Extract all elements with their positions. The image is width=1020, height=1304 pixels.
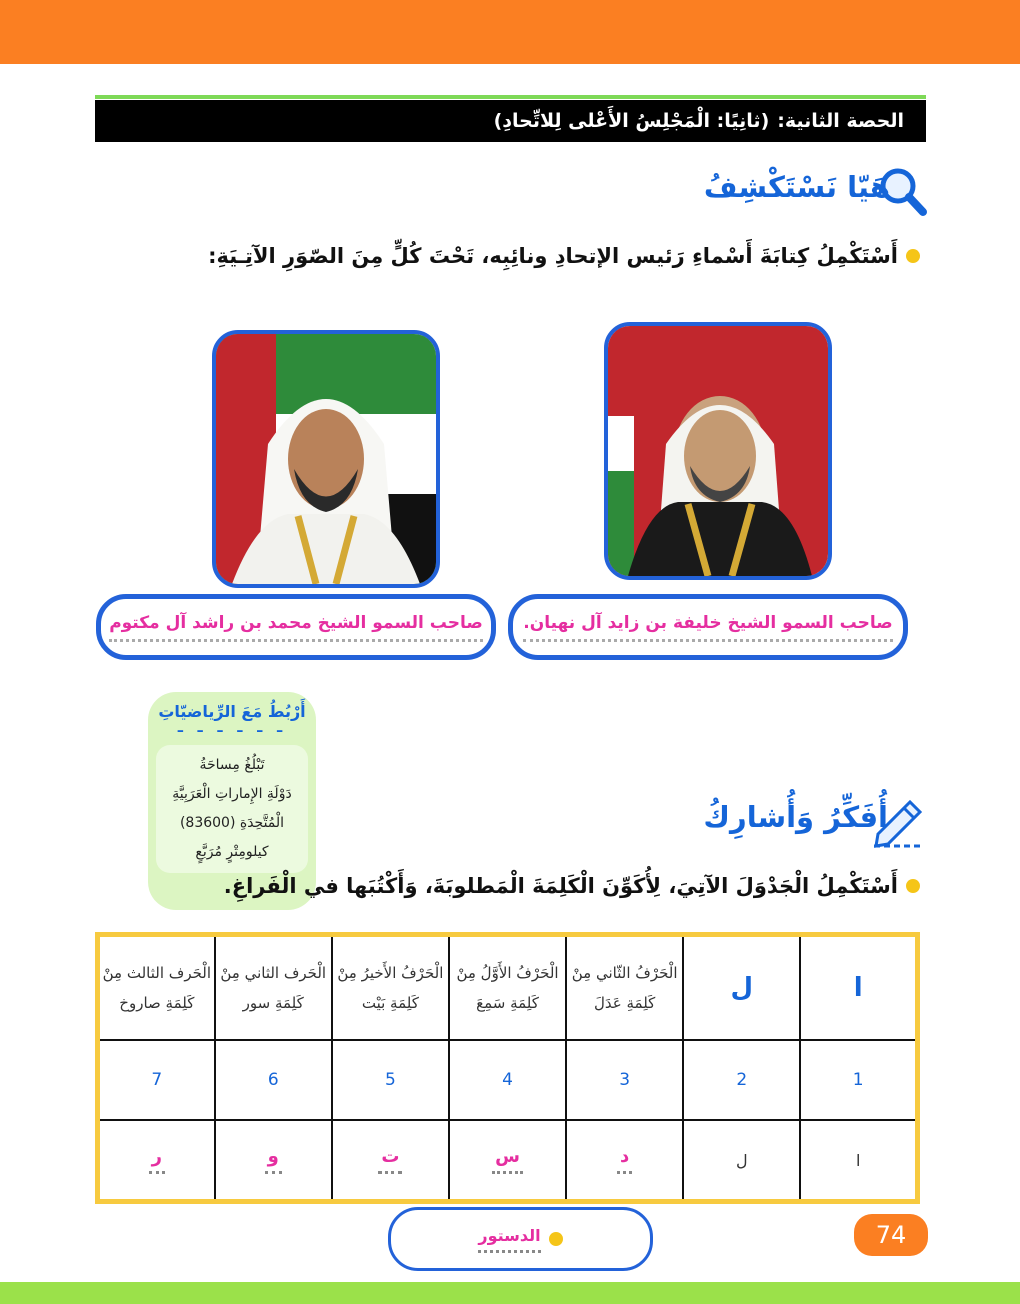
table-row — [98, 935, 918, 1041]
bullet-dot-icon — [906, 879, 920, 893]
answer-letter: ا — [855, 1150, 861, 1170]
answer-letter: س — [492, 1146, 523, 1174]
portrait-khalifa — [604, 322, 832, 580]
answer-letter: ت — [378, 1146, 402, 1174]
explore-title: هَيّا نَسْتَكْشِفُ — [703, 170, 890, 204]
answer-word: الدستور — [478, 1226, 540, 1253]
table-answer-cell — [800, 1120, 917, 1202]
answer-letter: د — [617, 1146, 632, 1174]
caption-khalifa: صاحب السمو الشيخ خليفة بن زايد آل نهيان. — [523, 613, 892, 642]
table-number-cell: 2 — [683, 1040, 800, 1120]
table-row — [98, 1120, 918, 1202]
header-green-rule — [95, 95, 926, 99]
table-answer-cell — [566, 1120, 683, 1202]
table-number-cell: 4 — [449, 1040, 566, 1120]
table-answer-cell — [332, 1120, 449, 1202]
table-row — [98, 1040, 918, 1120]
table-header-cell: الْحَرْفُ الأَوَّلُ مِنْ كَلِمَةِ سَمِعَ — [449, 935, 566, 1041]
math-link-content — [156, 745, 308, 873]
table-header-cell: الْحَرْفُ الثّاني مِنْ كَلِمَةِ عَدَلَ — [566, 935, 683, 1041]
table-number-cell: 5 — [332, 1040, 449, 1120]
lesson-prefix: الحصة الثانية: — [777, 110, 904, 132]
caption-box-mohammed — [96, 594, 496, 660]
table-header-cell: الْحَرف الثاني مِنْ كَلِمَةِ سور — [215, 935, 332, 1041]
table-header-cell: الْحَرْفُ الأَخيرُ مِنْ كَلِمَةِ بَيْت — [332, 935, 449, 1041]
table-answer-cell — [449, 1120, 566, 1202]
lesson-topic: (ثانِيًا: الْمَجْلِسُ الأَعْلى لِلاتِّحادِ) — [493, 110, 770, 132]
top-orange-band — [0, 0, 1020, 64]
page-number: 74 — [854, 1214, 928, 1256]
table-header-cell: ل — [683, 935, 800, 1041]
table-number-cell: 6 — [215, 1040, 332, 1120]
answer-letter: ر — [149, 1146, 165, 1174]
bullet-dot-icon — [906, 249, 920, 263]
portrait-khalifa-image — [608, 326, 828, 576]
math-link-title: أَرْبُطُ مَعَ الرِّياضيّاتِ — [158, 702, 306, 721]
table-number-cell: 3 — [566, 1040, 683, 1120]
think-share-instruction-text: أَسْتَكْمِلُ الْجَدْوَلَ الآتِيَ، لِأُكَوِّنَ الْكَلِمَةَ الْمَطلوبَةَ، وَأَكْتُبَها في الْفَراغِ. — [223, 874, 898, 898]
table-number-cell: 1 — [800, 1040, 917, 1120]
table-answer-cell — [215, 1120, 332, 1202]
bullet-dot-icon — [549, 1232, 563, 1246]
bottom-green-band — [0, 1282, 1020, 1304]
caption-box-khalifa — [508, 594, 908, 660]
letters-table — [95, 932, 920, 1204]
table-header-cell: الْحَرف الثالث مِنْ كَلِمَةِ صاروخ — [98, 935, 215, 1041]
answer-letter: ل — [735, 1150, 748, 1170]
table-answer-cell — [683, 1120, 800, 1202]
table-answer-cell — [98, 1120, 215, 1202]
think-share-title: أُفَكِّرُ وَأُشارِكُ — [703, 800, 888, 834]
math-link-dashes: – – – – – – — [176, 723, 288, 739]
table-header-cell: ا — [800, 935, 917, 1041]
math-line: تَبْلُغُ مِساحَةُ — [199, 757, 265, 773]
portrait-mohammed-image — [216, 334, 436, 584]
table-number-cell: 7 — [98, 1040, 215, 1120]
math-line: كيلومِتْرٍ مُرَبَّعٍ — [195, 844, 269, 860]
answer-word-box — [388, 1207, 653, 1271]
math-line: دَوْلَةِ الإِماراتِ الْعَرَبِيَّةِ — [172, 786, 292, 802]
answer-letter: و — [265, 1146, 282, 1174]
math-line: الْمُتَّحِدَةِ (83600) — [179, 815, 285, 831]
explore-instruction-text: أَسْتَكْمِلُ كِتابَةَ أَسْماءِ رَئيس الإتحادِ ونائِبِه، تَحْتَ كُلٍّ مِنَ الصّوَرِ الآتِـيَةِ: — [208, 244, 898, 268]
portrait-mohammed — [212, 330, 440, 588]
caption-mohammed: صاحب السمو الشيخ محمد بن راشد آل مكتوم — [109, 613, 483, 642]
lesson-header-bar — [95, 100, 926, 142]
explore-instruction — [208, 244, 920, 268]
think-share-instruction — [224, 874, 920, 898]
